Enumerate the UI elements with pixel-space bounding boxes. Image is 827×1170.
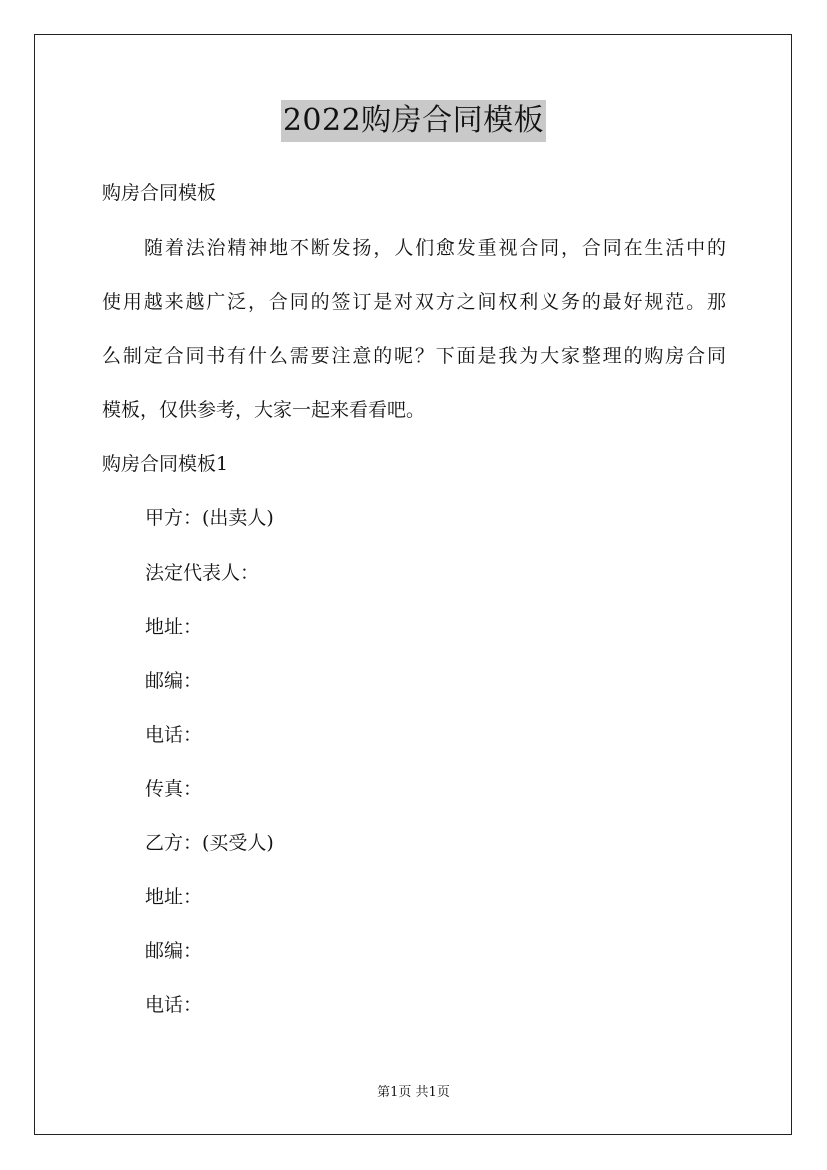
- document-heading: 购房合同模板: [102, 182, 217, 204]
- page-footer: 第1页 共1页: [377, 1085, 450, 1100]
- field-seller-postcode: 邮编：: [145, 670, 203, 692]
- document-title: 2022购房合同模板: [281, 100, 546, 142]
- field-seller-phone: 电话：: [145, 724, 203, 746]
- intro-line-1: 随着法治精神地不断发扬，人们愈发重视合同，合同在生活中的: [144, 237, 726, 259]
- intro-line-4: 模板，仅供参考，大家一起来看看吧。: [102, 399, 426, 421]
- field-buyer-address: 地址：: [145, 886, 203, 908]
- field-seller-address: 地址：: [145, 616, 203, 638]
- field-legal-representative: 法定代表人：: [145, 562, 260, 584]
- field-buyer-phone: 电话：: [145, 994, 203, 1016]
- field-seller-fax: 传真：: [145, 778, 203, 800]
- title-container: [0, 100, 827, 142]
- intro-line-3: 么制定合同书有什么需要注意的呢？下面是我为大家整理的购房合同: [102, 345, 726, 367]
- field-buyer-postcode: 邮编：: [145, 940, 203, 962]
- field-seller: 甲方：(出卖人): [145, 507, 274, 529]
- section-heading: 购房合同模板1: [102, 453, 229, 475]
- intro-line-2: 使用越来越广泛，合同的签订是对双方之间权利义务的最好规范。那: [102, 291, 726, 313]
- field-buyer: 乙方：(买受人): [145, 832, 274, 854]
